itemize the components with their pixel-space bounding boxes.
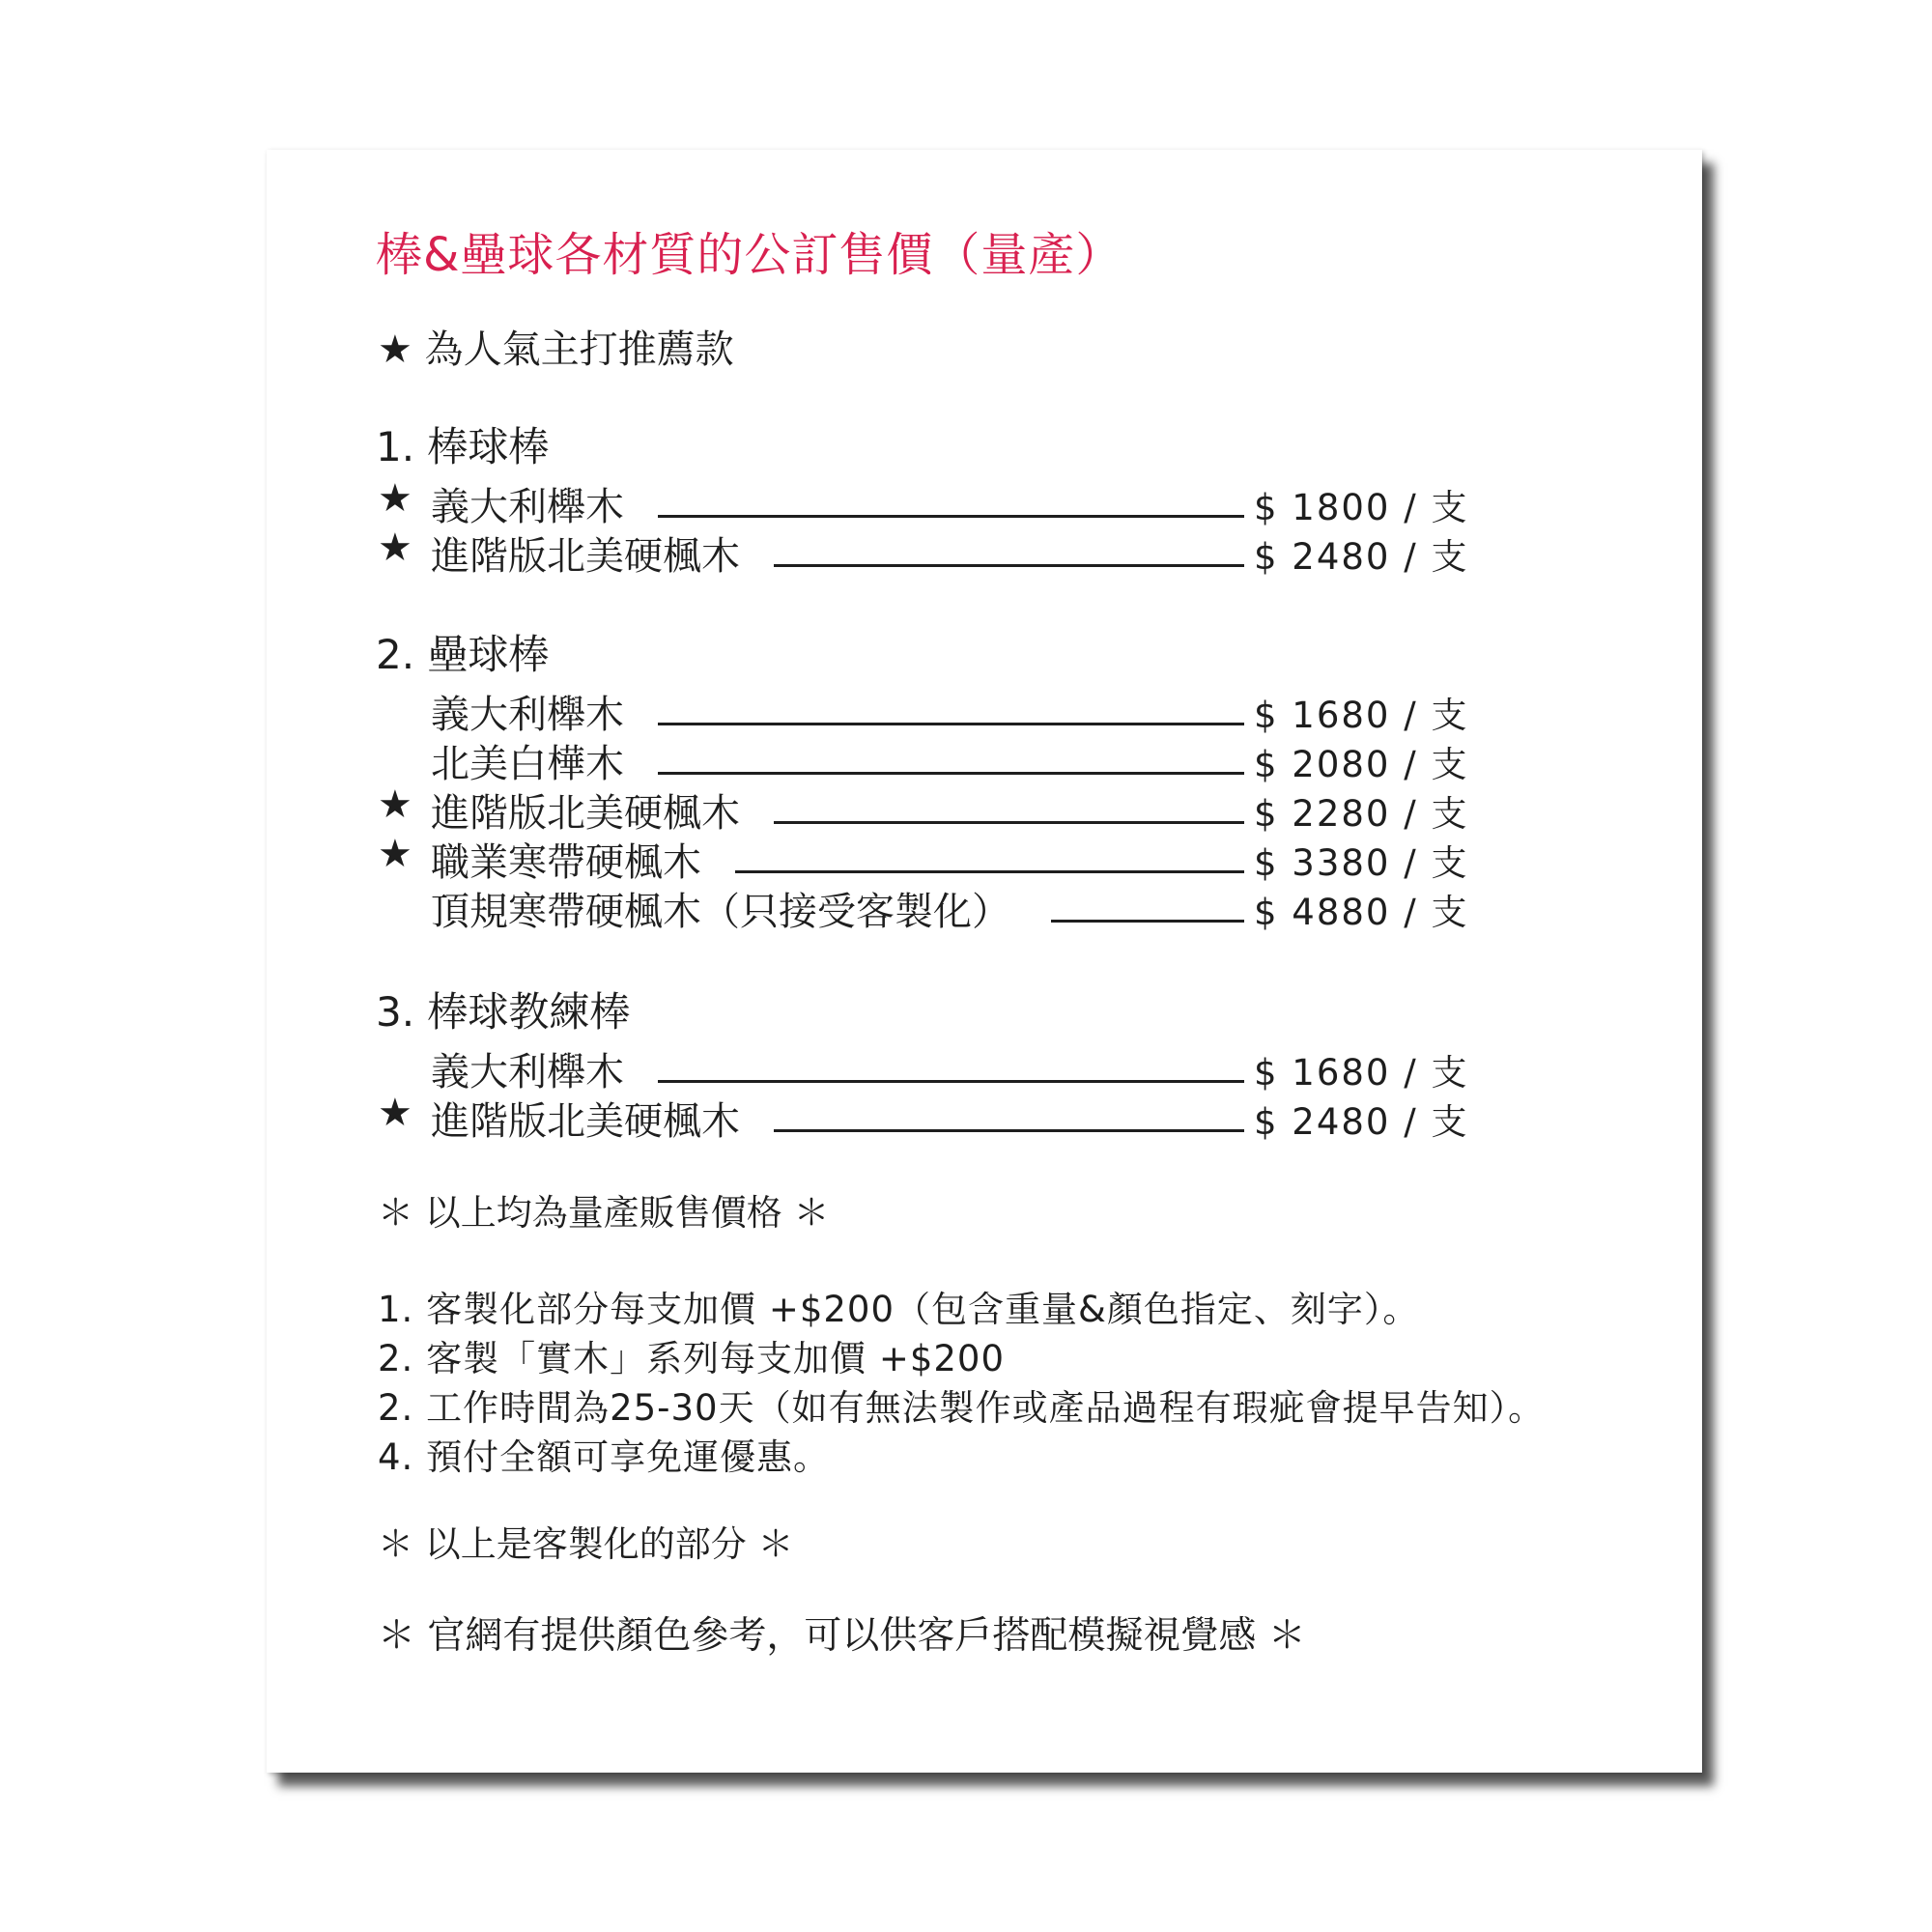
price-value: $ 2480 / 支 (1254, 1101, 1469, 1143)
section-heading-coach: 3. 棒球教練棒 (376, 988, 631, 1036)
material-label: 北美白樺木 (431, 742, 624, 786)
material-label: 進階版北美硬楓木 (431, 791, 740, 836)
price-value: $ 2080 / 支 (1254, 744, 1469, 785)
custom-note-2: 2. 客製「實木」系列每支加價 +$200 (378, 1338, 1005, 1379)
price-row (378, 733, 1469, 786)
price-row (378, 881, 1469, 934)
custom-note-1: 1. 客製化部分每支加價 +$200（包含重量&顏色指定、刻字）。 (378, 1289, 1420, 1330)
star-icon: ★ (378, 1091, 412, 1135)
price-value: $ 1680 / 支 (1254, 695, 1469, 736)
star-icon: ★ (378, 476, 412, 521)
leader-line (1051, 920, 1244, 923)
material-label: 進階版北美硬楓木 (431, 534, 740, 579)
material-label: 進階版北美硬楓木 (431, 1099, 740, 1144)
price-row (378, 684, 1469, 737)
leader-line (735, 870, 1244, 873)
price-value: $ 1800 / 支 (1254, 487, 1469, 528)
color-reference-note: ＊ 官網有提供顏色參考，可以供客戶搭配模擬視覺感 ＊ (378, 1614, 1306, 1658)
price-value: $ 2480 / 支 (1254, 536, 1469, 578)
star-icon: ★ (378, 526, 412, 570)
mass-production-note: ＊ 以上均為量產販售價格 ＊ (378, 1192, 830, 1234)
leader-line (658, 515, 1244, 518)
price-row (378, 1091, 1469, 1144)
custom-note-3: 2. 工作時間為25-30天（如有無法製作或產品過程有瑕疵會提早告知）。 (378, 1387, 1546, 1429)
legend-text: ★ 為人氣主打推薦款 (378, 327, 734, 372)
material-label: 義大利櫸木 (431, 1050, 624, 1094)
leader-line (774, 564, 1244, 567)
price-row (378, 782, 1469, 836)
leader-line (658, 723, 1244, 725)
section-heading-softball: 2. 壘球棒 (376, 631, 550, 678)
material-label: 職業寒帶硬楓木 (431, 840, 701, 885)
price-value: $ 4880 / 支 (1254, 892, 1469, 933)
star-icon: ★ (378, 782, 412, 827)
price-value: $ 3380 / 支 (1254, 842, 1469, 884)
leader-line (774, 1129, 1244, 1132)
price-value: $ 2280 / 支 (1254, 793, 1469, 835)
section-heading-baseball: 1. 棒球棒 (376, 423, 550, 470)
price-row (378, 526, 1469, 579)
page-title: 棒&壘球各材質的公訂售價（量產） (376, 228, 1123, 282)
material-label: 頂規寒帶硬楓木（只接受客製化） (431, 890, 1010, 934)
star-icon: ★ (378, 832, 412, 876)
material-label: 義大利櫸木 (431, 485, 624, 529)
material-label: 義大利櫸木 (431, 693, 624, 737)
leader-line (658, 1080, 1244, 1083)
leader-line (658, 772, 1244, 775)
price-row (378, 476, 1469, 529)
price-card (267, 150, 1702, 1773)
price-row (378, 1041, 1469, 1092)
custom-note-4: 4. 預付全額可享免運優惠。 (378, 1436, 831, 1478)
leader-line (774, 821, 1244, 824)
price-value: $ 1680 / 支 (1254, 1052, 1469, 1094)
customization-note: ＊ 以上是客製化的部分 ＊ (378, 1523, 794, 1565)
price-row (378, 832, 1469, 885)
